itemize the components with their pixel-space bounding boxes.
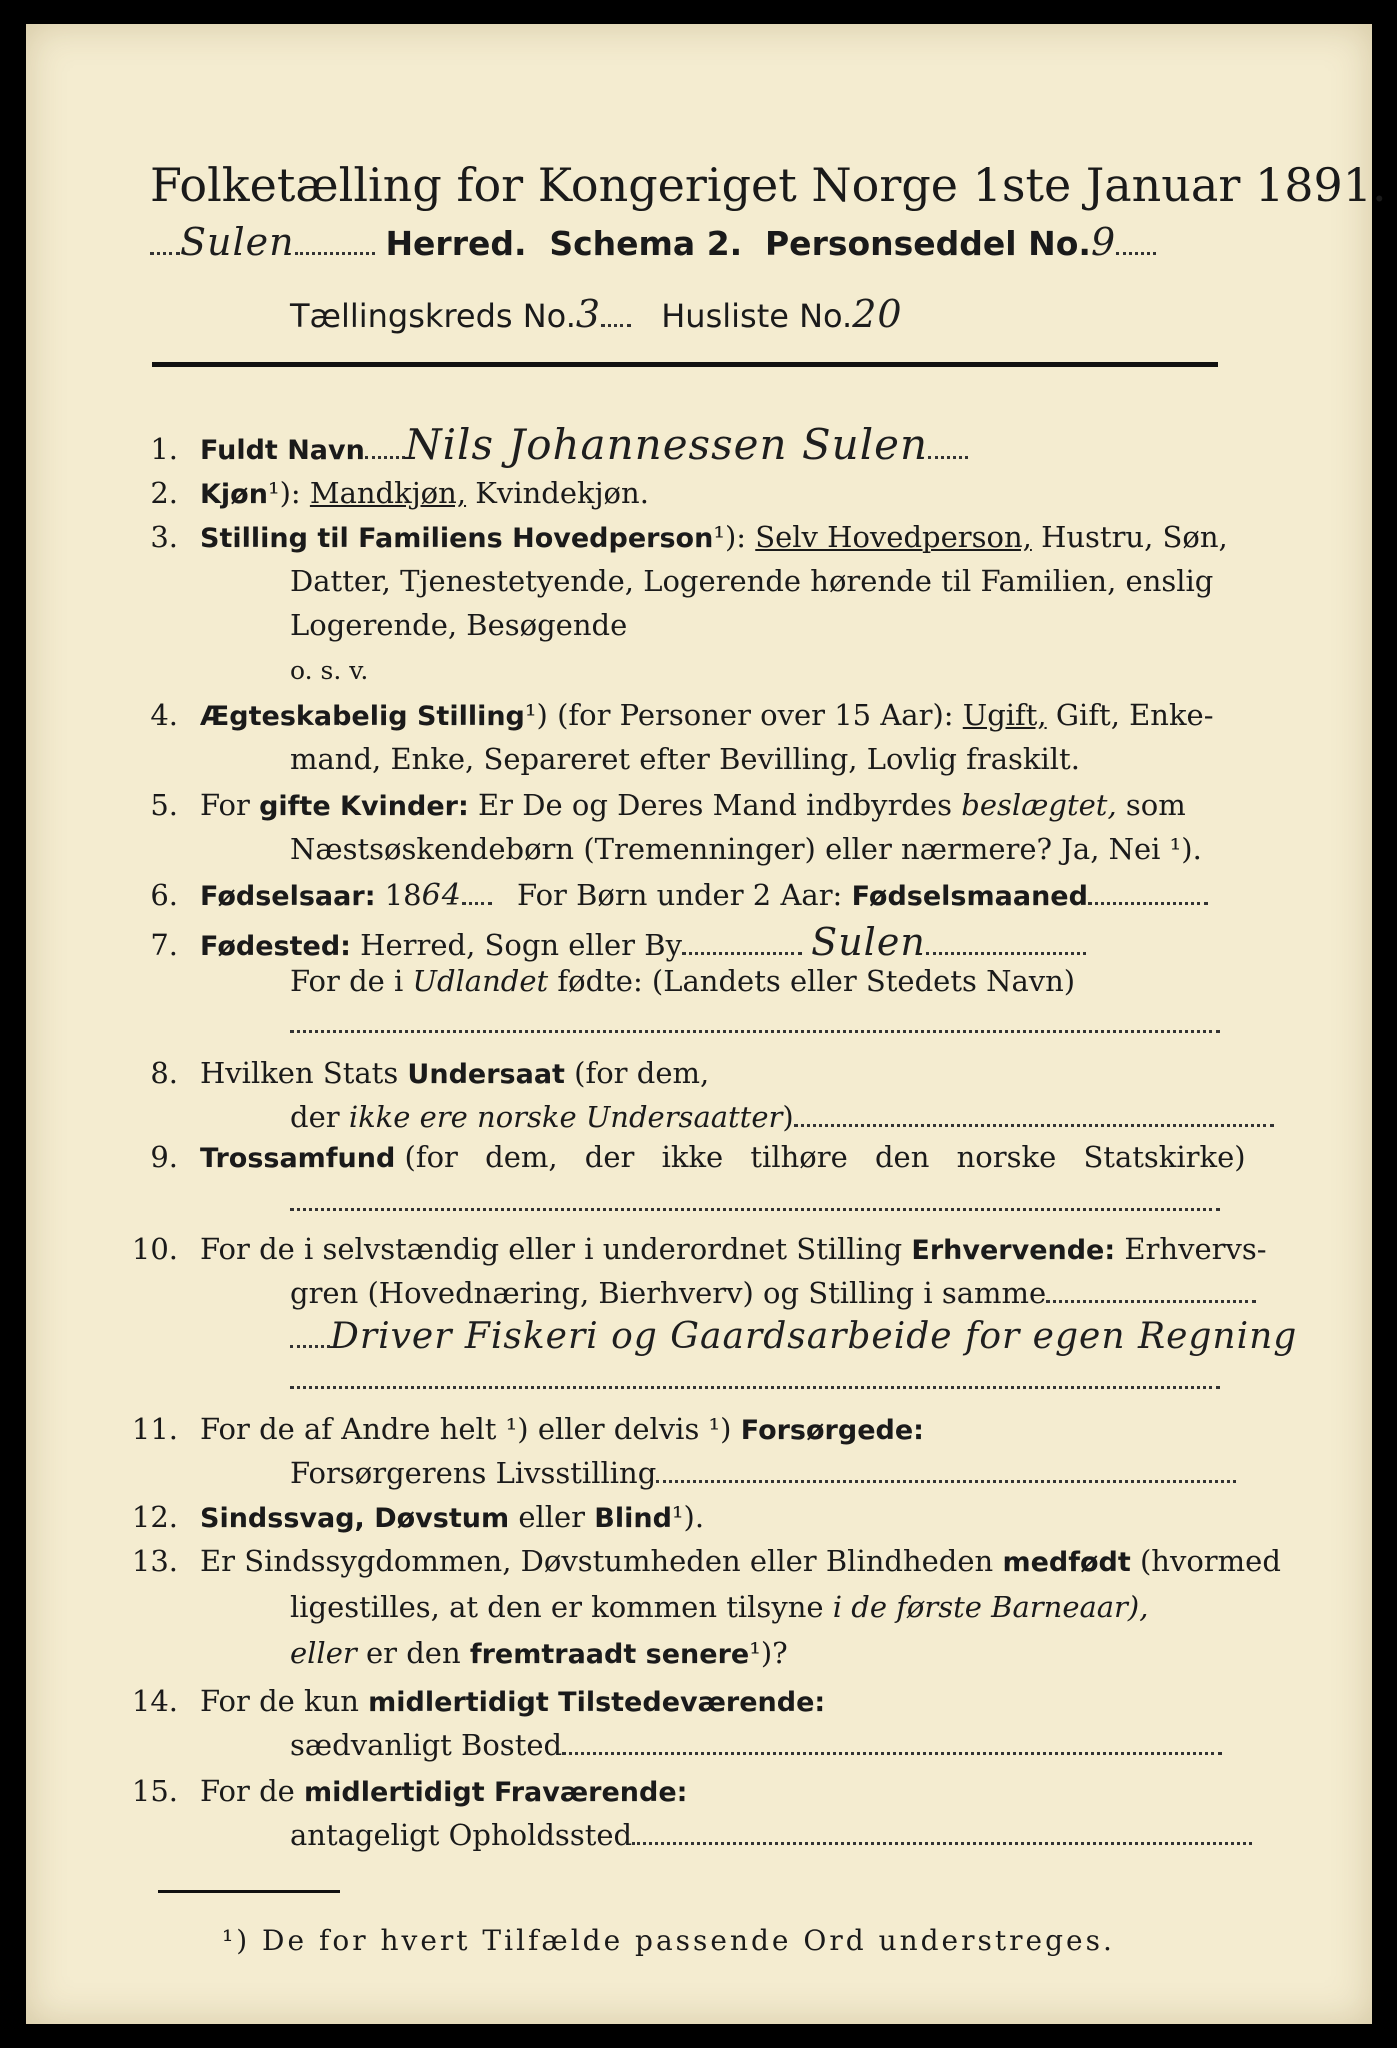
q3-line2: Datter, Tjenestetyende, Logerende hørende til Familien, enslig (290, 564, 1214, 598)
q9-line2 (290, 1184, 1220, 1218)
question-1: 1. Fuldt Navn Nils Johannessen Sulen (120, 420, 968, 469)
husliste-value: 20 (852, 292, 903, 336)
q10-line3 (290, 1316, 1297, 1357)
herred-label: Herred. (385, 224, 527, 263)
header-herred-row (150, 220, 1156, 264)
q12-label: Sindssvag, Døvstum (200, 1503, 510, 1534)
q4-selected-option: Ugift, (962, 698, 1047, 732)
footnote: ¹) De for hvert Tilfælde passende Ord understreges. (222, 1924, 1115, 1957)
husliste-label: Husliste No. (661, 297, 853, 335)
question-6: 6. Fødselsaar: 1864 For Børn under 2 Aar: Fødselsmaaned (120, 878, 1208, 913)
question-14: 14. For de kun midlertidigt Tilstedeværende: (131, 1684, 826, 1718)
birth-year-value: 64 (421, 878, 462, 913)
question-12: 12. Sindssvag, Døvstum eller Blind¹). (131, 1500, 705, 1534)
q5-label: gifte Kvinder: (259, 791, 469, 822)
q3-selected-option: Selv Hovedperson, (755, 520, 1032, 554)
question-7: 7. Fødested: Herred, Sogn eller By Sulen (120, 920, 1086, 964)
footnote-rule (158, 1890, 340, 1893)
question-15: 15. For de midlertidigt Fraværende: (131, 1774, 688, 1808)
q2-label: Kjøn (200, 479, 268, 510)
question-8: 8. Hvilken Stats Undersaat (for dem, (150, 1056, 710, 1090)
q6-label: Fødselsaar: (200, 881, 376, 912)
q13-line3: eller er den fremtraadt senere¹)? (290, 1636, 788, 1670)
header-rule (152, 362, 1218, 367)
kreds-value: 3 (575, 292, 602, 336)
header-kreds-row (290, 292, 903, 336)
occupation-value: Driver Fiskeri og Gaardsarbeide for egen Regning (330, 1316, 1298, 1357)
q9-label: Trossamfund (200, 1143, 396, 1174)
question-13: 13. Er Sindssygdommen, Døvstumheden eller Blindheden medfødt (hvormed (131, 1544, 1281, 1578)
question-4: 4. Ægteskabelig Stilling¹) (for Personer over 15 Aar): Ugift, Gift, Enke- (150, 698, 1214, 732)
q2-selected-option: Mandkjøn, (309, 476, 467, 510)
q11-label: Forsørgede: (740, 1415, 924, 1446)
personseddel-label: Personseddel No. (765, 224, 1091, 263)
q3-line3: Logerende, Besøgende (290, 608, 628, 642)
q14-label: midlertidigt Tilstedeværende: (368, 1687, 826, 1718)
q15-line2: antageligt Opholdssted (290, 1818, 1252, 1852)
question-5: 5. For gifte Kvinder: Er De og Deres Mand indbyrdes beslægtet, som (150, 788, 1186, 822)
q7-line2: For de i Udlandet fødte: (Landets eller Stedets Navn) (290, 964, 1076, 998)
q14-line2: sædvanligt Bosted (290, 1728, 1222, 1762)
q1-label: Fuldt Navn (200, 435, 365, 466)
q10-line4 (290, 1362, 1220, 1396)
q4-label: Ægteskabelig Stilling (200, 701, 525, 732)
question-11: 11. For de af Andre helt ¹) eller delvis ¹) Forsørgede: (131, 1412, 924, 1446)
q4-line2: mand, Enke, Separeret efter Bevilling, Lovlig fraskilt. (290, 742, 1080, 776)
schema-label: Schema 2. (549, 224, 743, 263)
q13-label: medfødt (1002, 1547, 1131, 1578)
q13-line2: ligestilles, at den er kommen tilsyne i de første Barneaar), (290, 1590, 1149, 1624)
q8-label: Undersaat (407, 1059, 565, 1090)
question-10: 10. For de i selvstændig eller i underordnet Stilling Erhvervende: Erhvervs- (131, 1232, 1267, 1266)
q7-label: Fødested: (200, 931, 351, 962)
full-name-value: Nils Johannessen Sulen (404, 420, 929, 469)
q7-line3 (290, 1006, 1220, 1040)
question-9: 9. Trossamfund (for dem, der ikke tilhøre den norske Statskirke) (150, 1140, 1246, 1174)
question-2: 2. Kjøn¹): Mandkjøn, Kvindekjøn. (150, 476, 649, 510)
q3-label: Stilling til Familiens Hovedperson (200, 523, 714, 554)
q15-label: midlertidigt Fraværende: (304, 1777, 688, 1808)
herred-value: Sulen (180, 220, 295, 264)
question-3: 3. Stilling til Familiens Hovedperson¹): Selv Hovedperson, Hustru, Søn, (150, 520, 1228, 554)
birthplace-value: Sulen (811, 920, 926, 964)
q3-line4: o. s. v. (290, 656, 369, 685)
personseddel-value: 9 (1090, 220, 1117, 264)
kreds-label: Tællingskreds No. (290, 297, 576, 335)
q11-line2: Forsørgerens Livsstilling (290, 1456, 1236, 1490)
form-title: Folketælling for Kongeriget Norge 1ste Januar 1891. (150, 158, 1387, 212)
q5-line2: Næstsøskendebørn (Tremenninger) eller nærmere? Ja, Nei ¹). (290, 832, 1202, 866)
q10-label: Erhvervende: (911, 1235, 1116, 1266)
q10-line2: gren (Hovednæring, Bierhverv) og Stilling i samme (290, 1276, 1256, 1310)
q8-line2: der ikke ere norske Undersaatter) (290, 1100, 1274, 1134)
